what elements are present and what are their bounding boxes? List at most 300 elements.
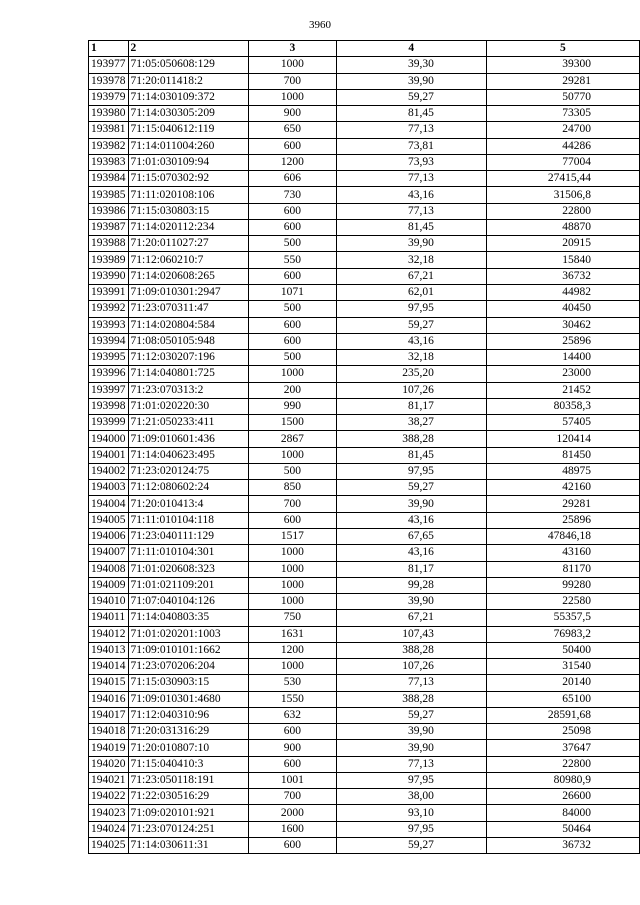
value-cell: 40450 bbox=[486, 301, 639, 317]
area-cell: 500 bbox=[248, 236, 336, 252]
table-row bbox=[89, 171, 640, 187]
cadastral-number-cell: 71:14:030109:372 bbox=[128, 89, 248, 105]
value-cell: 120414 bbox=[486, 431, 639, 447]
row-number-cell: 194007 bbox=[89, 545, 129, 561]
table-row bbox=[89, 203, 640, 219]
row-number-cell: 193998 bbox=[89, 398, 129, 414]
table-row bbox=[89, 756, 640, 772]
area-cell: 500 bbox=[248, 463, 336, 479]
table-row bbox=[89, 350, 640, 366]
rate-cell: 81,17 bbox=[336, 561, 486, 577]
rate-cell: 43,16 bbox=[336, 545, 486, 561]
table-row bbox=[89, 740, 640, 756]
table-row bbox=[89, 528, 640, 544]
table-row bbox=[89, 577, 640, 593]
rate-cell: 388,28 bbox=[336, 691, 486, 707]
rate-cell: 99,28 bbox=[336, 577, 486, 593]
table-row bbox=[89, 154, 640, 170]
row-number-cell: 194000 bbox=[89, 431, 129, 447]
cadastral-number-cell: 71:08:050105:948 bbox=[128, 333, 248, 349]
rate-cell: 43,16 bbox=[336, 187, 486, 203]
rate-cell: 59,27 bbox=[336, 480, 486, 496]
area-cell: 606 bbox=[248, 171, 336, 187]
row-number-cell: 193990 bbox=[89, 268, 129, 284]
area-cell: 1001 bbox=[248, 772, 336, 788]
area-cell: 1200 bbox=[248, 642, 336, 658]
area-cell: 1000 bbox=[248, 89, 336, 105]
table-row bbox=[89, 724, 640, 740]
column-header-2: 2 bbox=[128, 41, 248, 57]
value-cell: 39300 bbox=[486, 57, 639, 73]
table-row bbox=[89, 252, 640, 268]
table-row bbox=[89, 789, 640, 805]
cadastral-number-cell: 71:14:011004:260 bbox=[128, 138, 248, 154]
row-number-cell: 194010 bbox=[89, 594, 129, 610]
row-number-cell: 194019 bbox=[89, 740, 129, 756]
row-number-cell: 194014 bbox=[89, 659, 129, 675]
column-header-5: 5 bbox=[486, 41, 639, 57]
area-cell: 600 bbox=[248, 724, 336, 740]
page-number: 3960 bbox=[309, 19, 331, 31]
area-cell: 700 bbox=[248, 73, 336, 89]
cadastral-number-cell: 71:15:030803:15 bbox=[128, 203, 248, 219]
row-number-cell: 193983 bbox=[89, 154, 129, 170]
table-row bbox=[89, 73, 640, 89]
cadastral-number-cell: 71:20:010413:4 bbox=[128, 496, 248, 512]
value-cell: 50770 bbox=[486, 89, 639, 105]
value-cell: 30462 bbox=[486, 317, 639, 333]
table-row bbox=[89, 821, 640, 837]
table-body bbox=[89, 57, 640, 854]
rate-cell: 77,13 bbox=[336, 203, 486, 219]
rate-cell: 39,90 bbox=[336, 73, 486, 89]
rate-cell: 38,00 bbox=[336, 789, 486, 805]
area-cell: 1550 bbox=[248, 691, 336, 707]
row-number-cell: 194025 bbox=[89, 838, 129, 854]
value-cell: 22800 bbox=[486, 756, 639, 772]
rate-cell: 43,16 bbox=[336, 333, 486, 349]
rate-cell: 81,45 bbox=[336, 219, 486, 235]
area-cell: 1000 bbox=[248, 545, 336, 561]
area-cell: 1000 bbox=[248, 447, 336, 463]
value-cell: 42160 bbox=[486, 480, 639, 496]
rate-cell: 39,90 bbox=[336, 594, 486, 610]
value-cell: 22800 bbox=[486, 203, 639, 219]
value-cell: 25896 bbox=[486, 333, 639, 349]
area-cell: 1000 bbox=[248, 594, 336, 610]
table-row bbox=[89, 447, 640, 463]
column-header-4: 4 bbox=[336, 41, 486, 57]
value-cell: 36732 bbox=[486, 838, 639, 854]
row-number-cell: 193994 bbox=[89, 333, 129, 349]
cadastral-number-cell: 71:12:030207:196 bbox=[128, 350, 248, 366]
row-number-cell: 194015 bbox=[89, 675, 129, 691]
area-cell: 530 bbox=[248, 675, 336, 691]
value-cell: 65100 bbox=[486, 691, 639, 707]
area-cell: 1000 bbox=[248, 561, 336, 577]
value-cell: 31506,8 bbox=[486, 187, 639, 203]
area-cell: 900 bbox=[248, 106, 336, 122]
row-number-cell: 194006 bbox=[89, 528, 129, 544]
area-cell: 600 bbox=[248, 219, 336, 235]
cadastral-number-cell: 71:15:040612:119 bbox=[128, 122, 248, 138]
table-row bbox=[89, 480, 640, 496]
cadastral-number-cell: 71:20:010807:10 bbox=[128, 740, 248, 756]
rate-cell: 67,65 bbox=[336, 528, 486, 544]
table-row bbox=[89, 512, 640, 528]
value-cell: 25098 bbox=[486, 724, 639, 740]
table-row bbox=[89, 463, 640, 479]
area-cell: 600 bbox=[248, 838, 336, 854]
rate-cell: 59,27 bbox=[336, 838, 486, 854]
row-number-cell: 194022 bbox=[89, 789, 129, 805]
cadastral-number-cell: 71:11:010104:301 bbox=[128, 545, 248, 561]
rate-cell: 77,13 bbox=[336, 122, 486, 138]
cadastral-number-cell: 71:14:020608:265 bbox=[128, 268, 248, 284]
table-row bbox=[89, 268, 640, 284]
rate-cell: 67,21 bbox=[336, 268, 486, 284]
row-number-cell: 193989 bbox=[89, 252, 129, 268]
area-cell: 1200 bbox=[248, 154, 336, 170]
row-number-cell: 193993 bbox=[89, 317, 129, 333]
rate-cell: 235,20 bbox=[336, 366, 486, 382]
value-cell: 37647 bbox=[486, 740, 639, 756]
row-number-cell: 193981 bbox=[89, 122, 129, 138]
rate-cell: 81,17 bbox=[336, 398, 486, 414]
rate-cell: 39,90 bbox=[336, 496, 486, 512]
table-row bbox=[89, 106, 640, 122]
rate-cell: 107,26 bbox=[336, 659, 486, 675]
value-cell: 26600 bbox=[486, 789, 639, 805]
rate-cell: 32,18 bbox=[336, 252, 486, 268]
cadastral-number-cell: 71:12:080602:24 bbox=[128, 480, 248, 496]
row-number-cell: 193986 bbox=[89, 203, 129, 219]
row-number-cell: 193982 bbox=[89, 138, 129, 154]
area-cell: 650 bbox=[248, 122, 336, 138]
table-row bbox=[89, 772, 640, 788]
row-number-cell: 194002 bbox=[89, 463, 129, 479]
value-cell: 84000 bbox=[486, 805, 639, 821]
value-cell: 77004 bbox=[486, 154, 639, 170]
area-cell: 600 bbox=[248, 138, 336, 154]
cadastral-number-cell: 71:20:011418:2 bbox=[128, 73, 248, 89]
row-number-cell: 193985 bbox=[89, 187, 129, 203]
cadastral-number-cell: 71:20:011027:27 bbox=[128, 236, 248, 252]
table-row bbox=[89, 659, 640, 675]
table-row bbox=[89, 57, 640, 73]
area-cell: 600 bbox=[248, 268, 336, 284]
cadastral-number-cell: 71:23:040111:129 bbox=[128, 528, 248, 544]
area-cell: 2000 bbox=[248, 805, 336, 821]
rate-cell: 77,13 bbox=[336, 756, 486, 772]
rate-cell: 97,95 bbox=[336, 463, 486, 479]
rate-cell: 81,45 bbox=[336, 106, 486, 122]
rate-cell: 388,28 bbox=[336, 642, 486, 658]
area-cell: 850 bbox=[248, 480, 336, 496]
table-row bbox=[89, 219, 640, 235]
area-cell: 990 bbox=[248, 398, 336, 414]
row-number-cell: 194005 bbox=[89, 512, 129, 528]
rate-cell: 73,93 bbox=[336, 154, 486, 170]
table-row bbox=[89, 675, 640, 691]
table-row bbox=[89, 317, 640, 333]
cadastral-number-cell: 71:12:060210:7 bbox=[128, 252, 248, 268]
cadastral-number-cell: 71:11:020108:106 bbox=[128, 187, 248, 203]
area-cell: 1600 bbox=[248, 821, 336, 837]
row-number-cell: 194020 bbox=[89, 756, 129, 772]
cadastral-number-cell: 71:01:021109:201 bbox=[128, 577, 248, 593]
area-cell: 1000 bbox=[248, 366, 336, 382]
area-cell: 632 bbox=[248, 707, 336, 723]
value-cell: 31540 bbox=[486, 659, 639, 675]
row-number-cell: 194004 bbox=[89, 496, 129, 512]
row-number-cell: 193995 bbox=[89, 350, 129, 366]
row-number-cell: 194013 bbox=[89, 642, 129, 658]
area-cell: 600 bbox=[248, 756, 336, 772]
value-cell: 28591,68 bbox=[486, 707, 639, 723]
cadastral-number-cell: 71:20:031316:29 bbox=[128, 724, 248, 740]
cadastral-number-cell: 71:23:070206:204 bbox=[128, 659, 248, 675]
value-cell: 80358,3 bbox=[486, 398, 639, 414]
value-cell: 24700 bbox=[486, 122, 639, 138]
rate-cell: 59,27 bbox=[336, 89, 486, 105]
area-cell: 1517 bbox=[248, 528, 336, 544]
row-number-cell: 193992 bbox=[89, 301, 129, 317]
row-number-cell: 193977 bbox=[89, 57, 129, 73]
value-cell: 15840 bbox=[486, 252, 639, 268]
rate-cell: 388,28 bbox=[336, 431, 486, 447]
area-cell: 500 bbox=[248, 301, 336, 317]
area-cell: 1500 bbox=[248, 415, 336, 431]
rate-cell: 97,95 bbox=[336, 301, 486, 317]
value-cell: 48975 bbox=[486, 463, 639, 479]
table-row bbox=[89, 707, 640, 723]
table-row bbox=[89, 838, 640, 854]
rate-cell: 73,81 bbox=[336, 138, 486, 154]
area-cell: 750 bbox=[248, 610, 336, 626]
table-row bbox=[89, 805, 640, 821]
area-cell: 1000 bbox=[248, 659, 336, 675]
row-number-cell: 194018 bbox=[89, 724, 129, 740]
area-cell: 730 bbox=[248, 187, 336, 203]
cadastral-number-cell: 71:01:020201:1003 bbox=[128, 626, 248, 642]
cadastral-number-cell: 71:01:020220:30 bbox=[128, 398, 248, 414]
rate-cell: 107,43 bbox=[336, 626, 486, 642]
row-number-cell: 194011 bbox=[89, 610, 129, 626]
row-number-cell: 194024 bbox=[89, 821, 129, 837]
row-number-cell: 193997 bbox=[89, 382, 129, 398]
rate-cell: 59,27 bbox=[336, 317, 486, 333]
rate-cell: 39,30 bbox=[336, 57, 486, 73]
row-number-cell: 194021 bbox=[89, 772, 129, 788]
column-header-3: 3 bbox=[248, 41, 336, 57]
value-cell: 47846,18 bbox=[486, 528, 639, 544]
cadastral-number-cell: 71:12:040310:96 bbox=[128, 707, 248, 723]
area-cell: 600 bbox=[248, 317, 336, 333]
cadastral-number-cell: 71:14:030305:209 bbox=[128, 106, 248, 122]
rate-cell: 39,90 bbox=[336, 724, 486, 740]
rate-cell: 39,90 bbox=[336, 740, 486, 756]
data-table bbox=[88, 40, 640, 854]
value-cell: 44982 bbox=[486, 284, 639, 300]
area-cell: 200 bbox=[248, 382, 336, 398]
area-cell: 900 bbox=[248, 740, 336, 756]
value-cell: 20140 bbox=[486, 675, 639, 691]
row-number-cell: 194008 bbox=[89, 561, 129, 577]
table-row bbox=[89, 561, 640, 577]
table-row bbox=[89, 431, 640, 447]
table-row bbox=[89, 415, 640, 431]
value-cell: 43160 bbox=[486, 545, 639, 561]
cadastral-number-cell: 71:15:030903:15 bbox=[128, 675, 248, 691]
table-row bbox=[89, 187, 640, 203]
table-row bbox=[89, 626, 640, 642]
row-number-cell: 193988 bbox=[89, 236, 129, 252]
cadastral-number-cell: 71:21:050233:411 bbox=[128, 415, 248, 431]
cadastral-number-cell: 71:23:070313:2 bbox=[128, 382, 248, 398]
table-row bbox=[89, 89, 640, 105]
cadastral-number-cell: 71:14:040623:495 bbox=[128, 447, 248, 463]
cadastral-number-cell: 71:09:010301:2947 bbox=[128, 284, 248, 300]
rate-cell: 38,27 bbox=[336, 415, 486, 431]
table-row bbox=[89, 301, 640, 317]
area-cell: 700 bbox=[248, 789, 336, 805]
value-cell: 55357,5 bbox=[486, 610, 639, 626]
row-number-cell: 193980 bbox=[89, 106, 129, 122]
table-row bbox=[89, 366, 640, 382]
cadastral-number-cell: 71:11:010104:118 bbox=[128, 512, 248, 528]
table-row bbox=[89, 382, 640, 398]
table-row bbox=[89, 691, 640, 707]
row-number-cell: 193979 bbox=[89, 89, 129, 105]
value-cell: 50400 bbox=[486, 642, 639, 658]
table-row bbox=[89, 594, 640, 610]
rate-cell: 97,95 bbox=[336, 821, 486, 837]
row-number-cell: 193984 bbox=[89, 171, 129, 187]
area-cell: 600 bbox=[248, 333, 336, 349]
row-number-cell: 194017 bbox=[89, 707, 129, 723]
value-cell: 48870 bbox=[486, 219, 639, 235]
value-cell: 99280 bbox=[486, 577, 639, 593]
area-cell: 500 bbox=[248, 350, 336, 366]
cadastral-number-cell: 71:23:070124:251 bbox=[128, 821, 248, 837]
cadastral-number-cell: 71:14:020112:234 bbox=[128, 219, 248, 235]
column-header-1: 1 bbox=[89, 41, 129, 57]
cadastral-number-cell: 71:15:040410:3 bbox=[128, 756, 248, 772]
value-cell: 76983,2 bbox=[486, 626, 639, 642]
value-cell: 20915 bbox=[486, 236, 639, 252]
row-number-cell: 194001 bbox=[89, 447, 129, 463]
cadastral-number-cell: 71:14:040801:725 bbox=[128, 366, 248, 382]
table-row bbox=[89, 398, 640, 414]
value-cell: 29281 bbox=[486, 73, 639, 89]
cadastral-number-cell: 71:09:010301:4680 bbox=[128, 691, 248, 707]
rate-cell: 32,18 bbox=[336, 350, 486, 366]
cadastral-number-cell: 71:23:050118:191 bbox=[128, 772, 248, 788]
value-cell: 73305 bbox=[486, 106, 639, 122]
row-number-cell: 194012 bbox=[89, 626, 129, 642]
cadastral-number-cell: 71:09:010101:1662 bbox=[128, 642, 248, 658]
table-row bbox=[89, 138, 640, 154]
row-number-cell: 194009 bbox=[89, 577, 129, 593]
value-cell: 44286 bbox=[486, 138, 639, 154]
area-cell: 1000 bbox=[248, 57, 336, 73]
table-row bbox=[89, 333, 640, 349]
value-cell: 81170 bbox=[486, 561, 639, 577]
rate-cell: 39,90 bbox=[336, 236, 486, 252]
value-cell: 29281 bbox=[486, 496, 639, 512]
cadastral-number-cell: 71:14:040803:35 bbox=[128, 610, 248, 626]
rate-cell: 77,13 bbox=[336, 675, 486, 691]
rate-cell: 93,10 bbox=[336, 805, 486, 821]
cadastral-number-cell: 71:01:020608:323 bbox=[128, 561, 248, 577]
cadastral-number-cell: 71:01:030109:94 bbox=[128, 154, 248, 170]
area-cell: 550 bbox=[248, 252, 336, 268]
row-number-cell: 194023 bbox=[89, 805, 129, 821]
value-cell: 25896 bbox=[486, 512, 639, 528]
row-number-cell: 194016 bbox=[89, 691, 129, 707]
cadastral-number-cell: 71:14:020804:584 bbox=[128, 317, 248, 333]
rate-cell: 77,13 bbox=[336, 171, 486, 187]
rate-cell: 67,21 bbox=[336, 610, 486, 626]
row-number-cell: 193996 bbox=[89, 366, 129, 382]
table-row bbox=[89, 610, 640, 626]
rate-cell: 81,45 bbox=[336, 447, 486, 463]
value-cell: 21452 bbox=[486, 382, 639, 398]
row-number-cell: 194003 bbox=[89, 480, 129, 496]
area-cell: 600 bbox=[248, 512, 336, 528]
value-cell: 27415,44 bbox=[486, 171, 639, 187]
area-cell: 1071 bbox=[248, 284, 336, 300]
row-number-cell: 193991 bbox=[89, 284, 129, 300]
table-row bbox=[89, 284, 640, 300]
cadastral-number-cell: 71:09:020101:921 bbox=[128, 805, 248, 821]
row-number-cell: 193978 bbox=[89, 73, 129, 89]
cadastral-number-cell: 71:05:050608:129 bbox=[128, 57, 248, 73]
cadastral-number-cell: 71:23:020124:75 bbox=[128, 463, 248, 479]
area-cell: 700 bbox=[248, 496, 336, 512]
table-row bbox=[89, 642, 640, 658]
value-cell: 36732 bbox=[486, 268, 639, 284]
value-cell: 22580 bbox=[486, 594, 639, 610]
value-cell: 80980,9 bbox=[486, 772, 639, 788]
table-row bbox=[89, 236, 640, 252]
cadastral-number-cell: 71:15:070302:92 bbox=[128, 171, 248, 187]
area-cell: 1631 bbox=[248, 626, 336, 642]
cadastral-number-cell: 71:07:040104:126 bbox=[128, 594, 248, 610]
row-number-cell: 193987 bbox=[89, 219, 129, 235]
table-row bbox=[89, 496, 640, 512]
cadastral-number-cell: 71:14:030611:31 bbox=[128, 838, 248, 854]
rate-cell: 59,27 bbox=[336, 707, 486, 723]
value-cell: 57405 bbox=[486, 415, 639, 431]
row-number-cell: 193999 bbox=[89, 415, 129, 431]
area-cell: 600 bbox=[248, 203, 336, 219]
rate-cell: 107,26 bbox=[336, 382, 486, 398]
table-row bbox=[89, 122, 640, 138]
cadastral-number-cell: 71:09:010601:436 bbox=[128, 431, 248, 447]
table-row bbox=[89, 545, 640, 561]
table-header-row bbox=[89, 41, 640, 57]
area-cell: 2867 bbox=[248, 431, 336, 447]
value-cell: 14400 bbox=[486, 350, 639, 366]
value-cell: 81450 bbox=[486, 447, 639, 463]
area-cell: 1000 bbox=[248, 577, 336, 593]
rate-cell: 62,01 bbox=[336, 284, 486, 300]
rate-cell: 43,16 bbox=[336, 512, 486, 528]
value-cell: 23000 bbox=[486, 366, 639, 382]
value-cell: 50464 bbox=[486, 821, 639, 837]
